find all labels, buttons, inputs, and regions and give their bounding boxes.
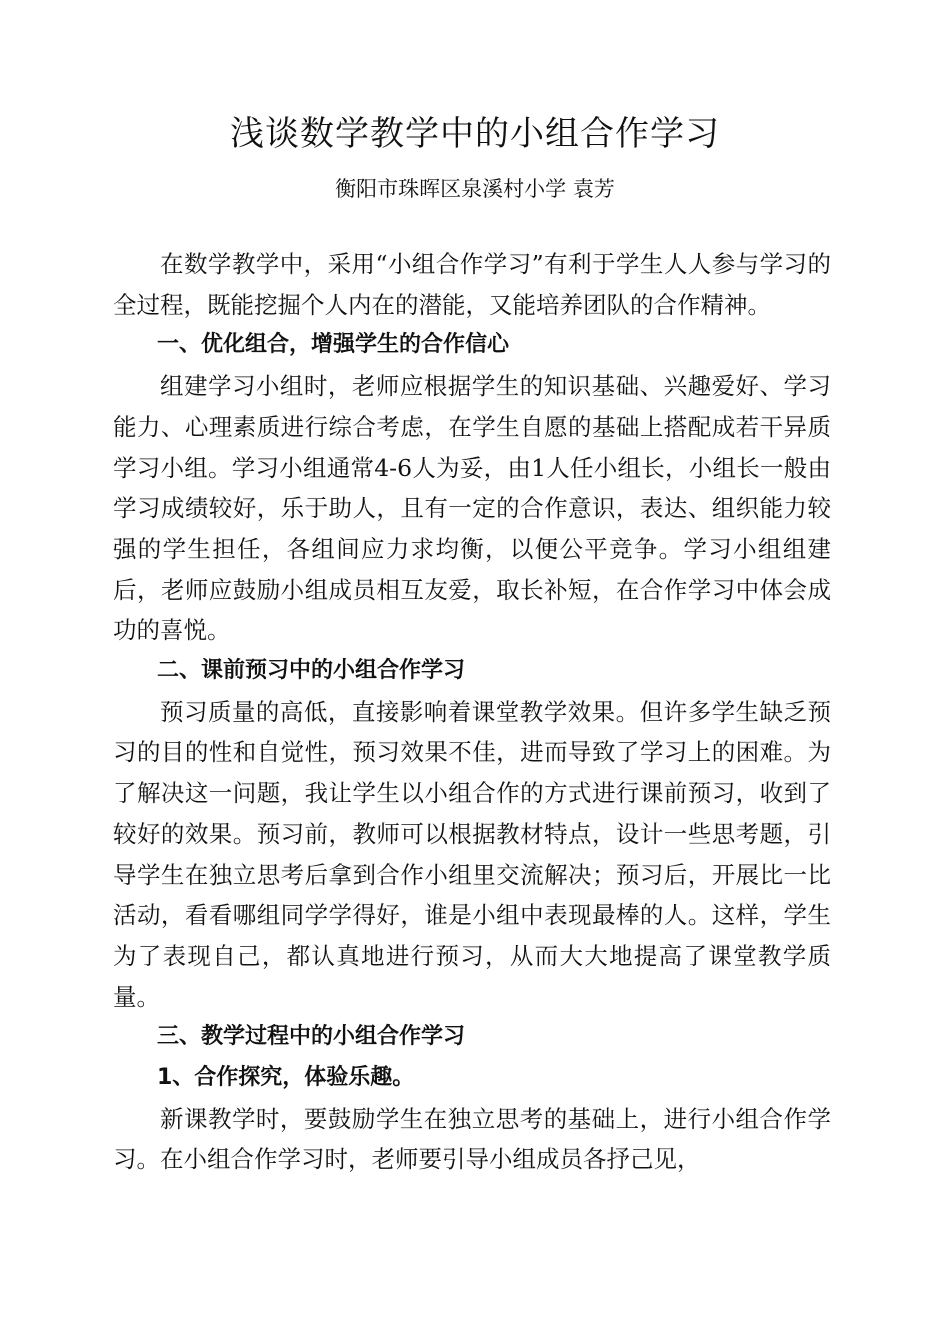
author-line: 衡阳市珠晖区泉溪村小学 袁芳 xyxy=(335,177,615,201)
section-3-1-paragraph: 新课教学时，要鼓励学生在独立思考的基础上，进行小组合作学习。在小组合作学习时，老师要引导小组成员各抒己见， xyxy=(113,1104,831,1174)
section-heading-2: 二、课前预习中的小组合作学习 xyxy=(157,658,466,684)
document-title: 浅谈数学教学中的小组合作学习 xyxy=(230,114,720,154)
section-2-paragraph: 预习质量的高低，直接影响着课堂教学效果。但许多学生缺乏预习的目的性和自觉性，预习效果不佳，进而导致了学习上的困难。为了解决这一问题，我让学生以小组合作的方式进行课前预习，收到了较好的效果。预习前，教师可以根据教材特点，设计一些思考题，引导学生在独立思考后拿到合作小组里交流解决；预习后，开展比一比活动，看看哪组同学学得好，谁是小组中表现最棒的人。这样，学生为了表现自己，都认真地进行预习，从而大大地提高了课堂教学质量。 xyxy=(113,697,831,1011)
intro-paragraph: 在数学教学中，采用“小组合作学习”有利于学生人人参与学习的全过程，既能挖掘个人内在的潜能，又能培养团队的合作精神。 xyxy=(113,250,831,319)
section-1-paragraph: 组建学习小组时，老师应根据学生的知识基础、兴趣爱好、学习能力、心理素质进行综合考虑，在学生自愿的基础上搭配成若干异质学习小组。学习小组通常4-6人为妥，由1人任小组长，小组长一般由学习成绩较好，乐于助人，且有一定的合作意识，表达、组织能力较强的学生担任，各组间应力求均衡，以便公平竞争。学习小组组建后，老师应鼓励小组成员相互友爱，取长补短，在合作学习中体会成功的喜悦。 xyxy=(113,372,831,645)
section-heading-3: 三、教学过程中的小组合作学习 xyxy=(157,1024,466,1050)
subsection-heading-3-1: 1、合作探究，体验乐趣。 xyxy=(157,1065,415,1091)
document-body xyxy=(113,244,831,1180)
section-heading-1: 一、优化组合，增强学生的合作信心 xyxy=(157,332,510,358)
